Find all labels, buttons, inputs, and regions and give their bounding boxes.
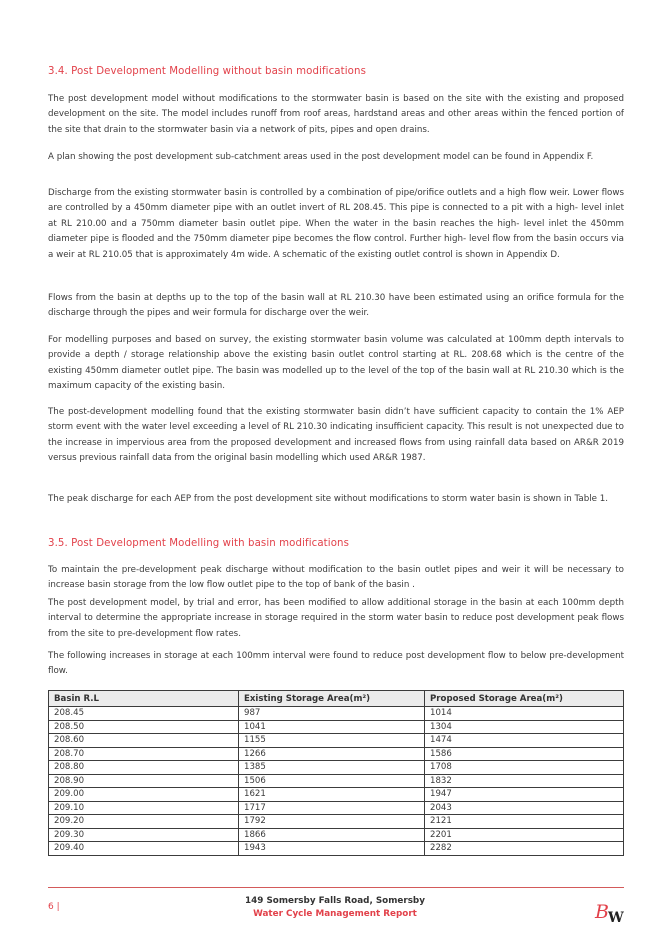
- section-3-5-paragraph-1: To maintain the pre-development peak discharge without modification to the basin outlet pipes and weir it will be necessary to increase basin storage from the low flow outlet pipe to the top of bank of the basin .: [48, 565, 624, 591]
- table-cell: 1947: [425, 788, 624, 802]
- table-cell: 209.40: [49, 842, 239, 856]
- table-cell: 1866: [239, 828, 425, 842]
- column-header: Existing Storage Area(m²): [239, 691, 425, 707]
- table-cell: 1014: [425, 707, 624, 721]
- table-row: [49, 801, 624, 815]
- table-cell: 1506: [239, 774, 425, 788]
- company-logo: [594, 898, 624, 924]
- table-cell: 208.90: [49, 774, 239, 788]
- section-3-5-paragraph-3: The following increases in storage at each 100mm interval were found to reduce post development flow to below pre-development flow.: [48, 651, 624, 677]
- section-3-4-paragraph-3: Discharge from the existing stormwater basin is controlled by a combination of pipe/orifice outlets and a high flow weir. Lower flows are controlled by a 450mm diameter pipe with an outlet invert of RL 208.45. This pipe is connected to a pit with a high- level inlet at RL 210.00 and a 750mm diameter basin outlet pipe. When the water in the basin reaches the high- level inlet the 450mm diameter pipe is flooded and the 750mm diameter pipe becomes the flow control. Further high- level flow from the basin occurs via a weir at RL 210.05 that is approximately 4m wide. A schematic of the existing outlet control is shown in Appendix D.: [48, 188, 624, 260]
- table-cell: 1621: [239, 788, 425, 802]
- page-number: 6 |: [48, 902, 60, 912]
- section-3-5-paragraph-2: The post development model, by trial and error, has been modified to allow additional storage in the basin at each 100mm depth interval to determine the appropriate increase in storage required in the storm water basin to reduce post development peak flows from the site to pre-development flow rates.: [48, 598, 624, 639]
- section-3-4-paragraph-6: The post-development modelling found that the existing stormwater basin didn’t have sufficient capacity to contain the 1% AEP storm event with the water level exceeding a level of RL 210.30 indicating insufficient capacity. This result is not unexpected due to the increase in impervious area from the proposed development and increased flows from using rainfall data based on AR&R 2019 versus previous rainfall data from the original basin modelling which used AR&R 1987.: [48, 407, 624, 464]
- table-row: [49, 828, 624, 842]
- table-cell: 1943: [239, 842, 425, 856]
- section-3-4-heading: 3.4. Post Development Modelling without basin modifications: [48, 66, 366, 77]
- table-cell: 2201: [425, 828, 624, 842]
- section-3-4-paragraph-7: The peak discharge for each AEP from the post development site without modifications to storm water basin is shown in Table 1.: [48, 494, 609, 504]
- table-row: [49, 774, 624, 788]
- section-3-4-paragraph-4: Flows from the basin at depths up to the top of the basin wall at RL 210.30 have been estimated using an orifice formula for the discharge through the pipes and weir formula for discharge over the weir.: [48, 293, 624, 319]
- table-cell: 209.30: [49, 828, 239, 842]
- table-cell: 1586: [425, 747, 624, 761]
- table-cell: 1155: [239, 734, 425, 748]
- table-cell: 1708: [425, 761, 624, 775]
- footer-subtitle: Water Cycle Management Report: [253, 909, 417, 919]
- table-cell: 1385: [239, 761, 425, 775]
- table-cell: 1266: [239, 747, 425, 761]
- section-3-5-heading: 3.5. Post Development Modelling with basin modifications: [48, 538, 349, 549]
- table-row: [49, 788, 624, 802]
- table-cell: 987: [239, 707, 425, 721]
- table-cell: 1717: [239, 801, 425, 815]
- column-header: Basin R.L: [49, 691, 239, 707]
- svg-text:W: W: [608, 910, 624, 924]
- table-cell: 208.50: [49, 720, 239, 734]
- section-3-4-paragraph-1: The post development model without modifications to the stormwater basin is based on the site with the existing and proposed development on the site. The model includes runoff from roof areas, hardstand areas and other areas within the fenced portion of the site that drain to the stormwater basin via a network of pits, pipes and open drains.: [48, 94, 624, 135]
- footer-title: 149 Somersby Falls Road, Somersby: [245, 896, 425, 906]
- table-cell: 1304: [425, 720, 624, 734]
- svg-text:B: B: [595, 901, 609, 923]
- table-row: [49, 842, 624, 856]
- table-cell: 208.70: [49, 747, 239, 761]
- table-row: [49, 734, 624, 748]
- table-cell: 1832: [425, 774, 624, 788]
- table-cell: 209.20: [49, 815, 239, 829]
- table-cell: 1474: [425, 734, 624, 748]
- table-cell: 1041: [239, 720, 425, 734]
- table-row: [49, 707, 624, 721]
- table-cell: 208.45: [49, 707, 239, 721]
- table-cell: 209.00: [49, 788, 239, 802]
- table-cell: 2043: [425, 801, 624, 815]
- footer-divider: [48, 887, 624, 888]
- section-3-4-paragraph-2: A plan showing the post development sub-catchment areas used in the post development model can be found in Appendix F.: [48, 152, 594, 162]
- table-row: [49, 815, 624, 829]
- table-header-row: [49, 691, 624, 707]
- table-row: [49, 747, 624, 761]
- table-cell: 209.10: [49, 801, 239, 815]
- table-cell: 1792: [239, 815, 425, 829]
- section-3-4-paragraph-5: For modelling purposes and based on survey, the existing stormwater basin volume was calculated at 100mm depth intervals to provide a depth / storage relationship above the existing basin outlet control starting at RL. 208.68 which is the centre of the existing 450mm diameter outlet pipe. The basin was modelled up to the level of the top of the basin wall at RL 210.30 which is the maximum capacity of the existing basin.: [48, 335, 624, 392]
- table-row: [49, 720, 624, 734]
- table-cell: 2121: [425, 815, 624, 829]
- table-row: [49, 761, 624, 775]
- table-cell: 208.60: [49, 734, 239, 748]
- storage-area-table: [48, 690, 624, 856]
- table-cell: 208.80: [49, 761, 239, 775]
- column-header: Proposed Storage Area(m²): [425, 691, 624, 707]
- table-cell: 2282: [425, 842, 624, 856]
